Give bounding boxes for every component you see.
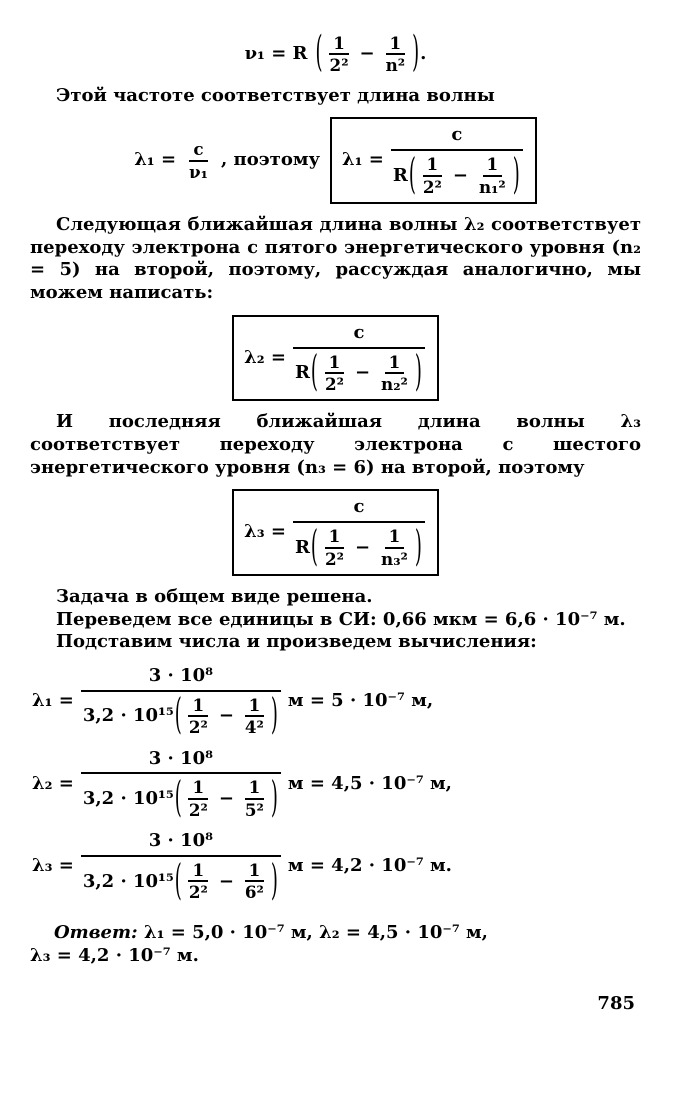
denominator: 2²: [329, 55, 349, 76]
fraction-numerator: c: [293, 323, 425, 349]
fraction: [185, 696, 212, 737]
fraction-denominator: [391, 150, 523, 200]
equation-lhs: λ₁ =: [32, 690, 74, 711]
left-paren: (: [174, 690, 182, 740]
equation-result: м = 4,2 · 10⁻⁷ м.: [287, 855, 452, 877]
minus-operator: −: [218, 870, 234, 892]
denominator: 2²: [422, 176, 442, 197]
boxed-formula-lambda3: [232, 489, 439, 576]
fraction-c-over-nu: [185, 140, 212, 181]
main-fraction: [293, 321, 425, 397]
coefficient: 3,2 · 10¹⁵: [82, 705, 174, 727]
fraction: [185, 778, 212, 819]
connector-text: , поэтому: [221, 149, 320, 171]
denominator: n₁²: [478, 176, 506, 197]
fraction-numerator: c: [391, 125, 523, 151]
equation-lambda1-row: [30, 117, 641, 204]
answer-label: Ответ:: [54, 921, 138, 943]
denominator: 2²: [324, 548, 344, 569]
numerator: 1: [386, 34, 406, 55]
fraction: [475, 155, 510, 196]
fraction: [241, 861, 268, 902]
minus-operator: −: [354, 536, 371, 558]
fraction-numerator: c: [293, 497, 425, 523]
denominator: 5²: [244, 799, 264, 820]
numerator: 1: [188, 778, 208, 799]
denominator: n₂²: [381, 373, 408, 394]
page-number: 785: [597, 993, 635, 1015]
numerator: 1: [329, 34, 349, 55]
right-paren: ): [412, 27, 420, 78]
main-fraction: [81, 665, 281, 740]
numerator: 1: [245, 861, 265, 882]
fraction-numerator: 3 · 10⁸: [81, 831, 281, 857]
equation-lambda2-row: [30, 315, 641, 402]
paragraph-lambda3: И последняя ближайшая длина волны λ₃ соответствует переходу электрона с шестого энергетического уровня (n₃ = 6) на второй, поэтому: [30, 411, 641, 478]
numerator: 1: [325, 353, 345, 374]
paragraph-frequency-wavelength: Этой частоте соответствует длина волны: [56, 84, 495, 106]
fraction: [321, 353, 348, 394]
fraction-numerator: 3 · 10⁸: [81, 749, 281, 775]
fraction: [419, 155, 446, 196]
main-fraction: [391, 124, 523, 200]
equation-lhs: λ₃ =: [32, 855, 74, 877]
equation-lhs: λ₂ =: [32, 772, 74, 794]
numerator: 1: [385, 527, 405, 548]
numerator: 1: [483, 155, 503, 176]
minus-operator: −: [218, 705, 234, 727]
right-paren: ): [512, 150, 520, 200]
denominator: 2²: [324, 373, 344, 394]
numerator: 1: [385, 353, 405, 374]
coefficient: 3,2 · 10¹⁵: [82, 870, 174, 892]
formula-lhs: λ₃ =: [244, 521, 286, 543]
right-paren: ): [270, 690, 278, 740]
denominator: 2²: [188, 882, 208, 903]
main-fraction: [81, 747, 281, 823]
left-paren: (: [310, 347, 318, 397]
formula-lhs: λ₁ =: [342, 149, 384, 171]
numerator: 1: [325, 527, 345, 548]
minus-operator: −: [218, 787, 234, 809]
fraction-denominator: [81, 855, 281, 906]
fraction-numerator: 3 · 10⁸: [81, 666, 281, 692]
coefficient: 3,2 · 10¹⁵: [82, 787, 174, 809]
fraction: [377, 527, 412, 568]
boxed-formula-lambda1: [330, 117, 537, 204]
denominator: ν₁: [189, 161, 208, 182]
numerator: 1: [188, 696, 208, 717]
paragraph-substitute: Подставим числа и произведем вычисления:: [56, 631, 537, 653]
left-paren: (: [408, 150, 416, 200]
right-paren: ): [414, 347, 422, 397]
equation-frequency: [30, 27, 641, 78]
denominator: 2²: [188, 799, 208, 820]
main-fraction: [293, 496, 425, 572]
numerator: 1: [188, 861, 208, 882]
right-paren: ): [270, 855, 278, 906]
fraction: [326, 34, 353, 75]
rydberg-symbol: R: [294, 536, 310, 558]
left-paren: (: [174, 855, 182, 906]
numerator: 1: [423, 155, 443, 176]
fraction: [241, 696, 268, 737]
left-paren: (: [174, 773, 182, 823]
denominator: 2²: [188, 717, 208, 738]
fraction-denominator: [293, 347, 425, 397]
equation-lhs: ν₁ = R: [244, 43, 308, 65]
equation-lhs: λ₁ =: [134, 149, 177, 171]
right-paren: ): [270, 773, 278, 823]
right-paren: ): [414, 521, 422, 572]
numerator: 1: [245, 696, 265, 717]
fraction-denominator: [81, 773, 281, 823]
fraction: [321, 527, 348, 568]
minus-operator: −: [359, 43, 375, 65]
denominator: n²: [385, 55, 406, 76]
minus-operator: −: [452, 164, 468, 186]
equation-lambda3-row: [30, 489, 641, 576]
period: .: [420, 43, 427, 65]
numerator: 1: [245, 778, 265, 799]
fraction-denominator: [293, 521, 425, 572]
fraction-denominator: [81, 690, 281, 740]
minus-operator: −: [354, 362, 371, 384]
rydberg-symbol: R: [392, 164, 408, 186]
numerator: c: [189, 140, 207, 161]
answer-line2: λ₃ = 4,2 · 10⁻⁷ м.: [30, 944, 199, 966]
fraction: [377, 353, 412, 394]
equation-result: м = 5 · 10⁻⁷ м,: [287, 690, 434, 711]
calculation-lambda3: [32, 830, 641, 906]
fraction: [241, 778, 268, 819]
paragraph-si-units: Переведем все единицы в СИ: 0,66 мкм = 6,6 · 10⁻⁷ м.: [56, 608, 626, 630]
paragraph-solved: Задача в общем виде решена.: [56, 586, 373, 608]
rydberg-symbol: R: [294, 362, 310, 384]
formula-lhs: λ₂ =: [244, 346, 286, 368]
left-paren: (: [310, 521, 318, 572]
answer-paragraph: [30, 922, 641, 967]
denominator: 4²: [244, 717, 264, 738]
left-paren: (: [315, 27, 323, 78]
fraction: [185, 861, 212, 902]
calculation-lambda2: [32, 747, 641, 823]
denominator: n₃²: [381, 548, 408, 569]
fraction: [382, 34, 410, 75]
main-fraction: [81, 830, 281, 906]
calculation-lambda1: [32, 665, 641, 740]
paragraph-lambda2: Следующая ближайшая длина волны λ₂ соответствует переходу электрона с пятого энергетического уровня (n₂ = 5) на второй, поэтому, рассуждая аналогично, мы можем написать:: [30, 214, 641, 304]
equation-result: м = 4,5 · 10⁻⁷ м,: [287, 772, 452, 794]
answer-line1: λ₁ = 5,0 · 10⁻⁷ м, λ₂ = 4,5 · 10⁻⁷ м,: [143, 921, 488, 943]
denominator: 6²: [244, 882, 264, 903]
boxed-formula-lambda2: [232, 315, 439, 402]
